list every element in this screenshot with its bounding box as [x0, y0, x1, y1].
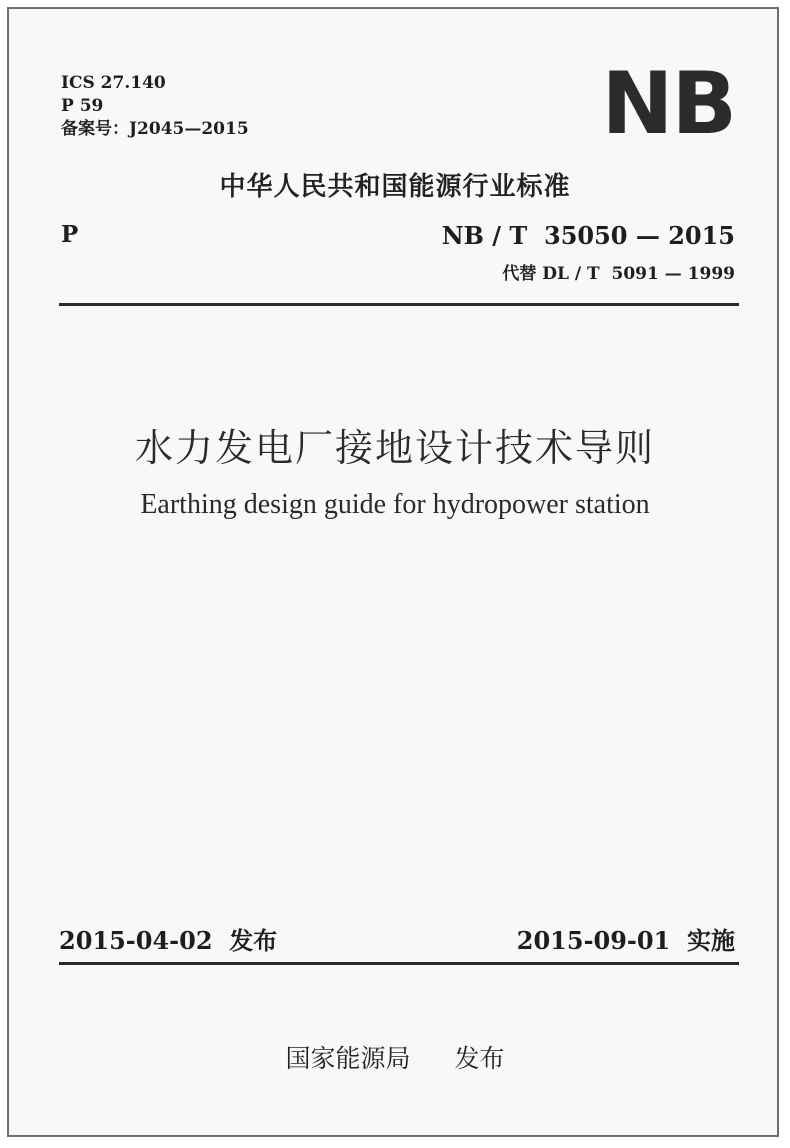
record-number: 备案号：J2045—2015 — [61, 119, 249, 139]
issue-date: 2015-04-02 发布 — [59, 926, 278, 955]
industry-standard-heading: 中华人民共和国能源行业标准 — [219, 172, 571, 202]
title-english: Earthing design guide for hydropower station — [140, 489, 650, 520]
title-chinese: 水力发电厂接地设计技术导则 — [134, 426, 655, 470]
standard-cover — [7, 7, 779, 1137]
replaces-standard: 代替 DL / T 5091 — 1999 — [502, 264, 735, 284]
bottom-divider — [59, 962, 739, 965]
publisher-line — [9, 1039, 781, 1075]
nb-logo: NB — [601, 54, 735, 154]
ics-code: ICS 27.140 — [61, 73, 166, 93]
publisher-name: 国家能源局 — [285, 1044, 411, 1073]
publish-action: 发布 — [454, 1044, 505, 1073]
category-code: P 59 — [61, 96, 104, 116]
effective-date: 2015-09-01 实施 — [516, 926, 735, 955]
standard-number: NB / T 35050 — 2015 — [441, 221, 735, 250]
top-divider — [59, 303, 739, 306]
classification-letter: P — [61, 221, 79, 248]
